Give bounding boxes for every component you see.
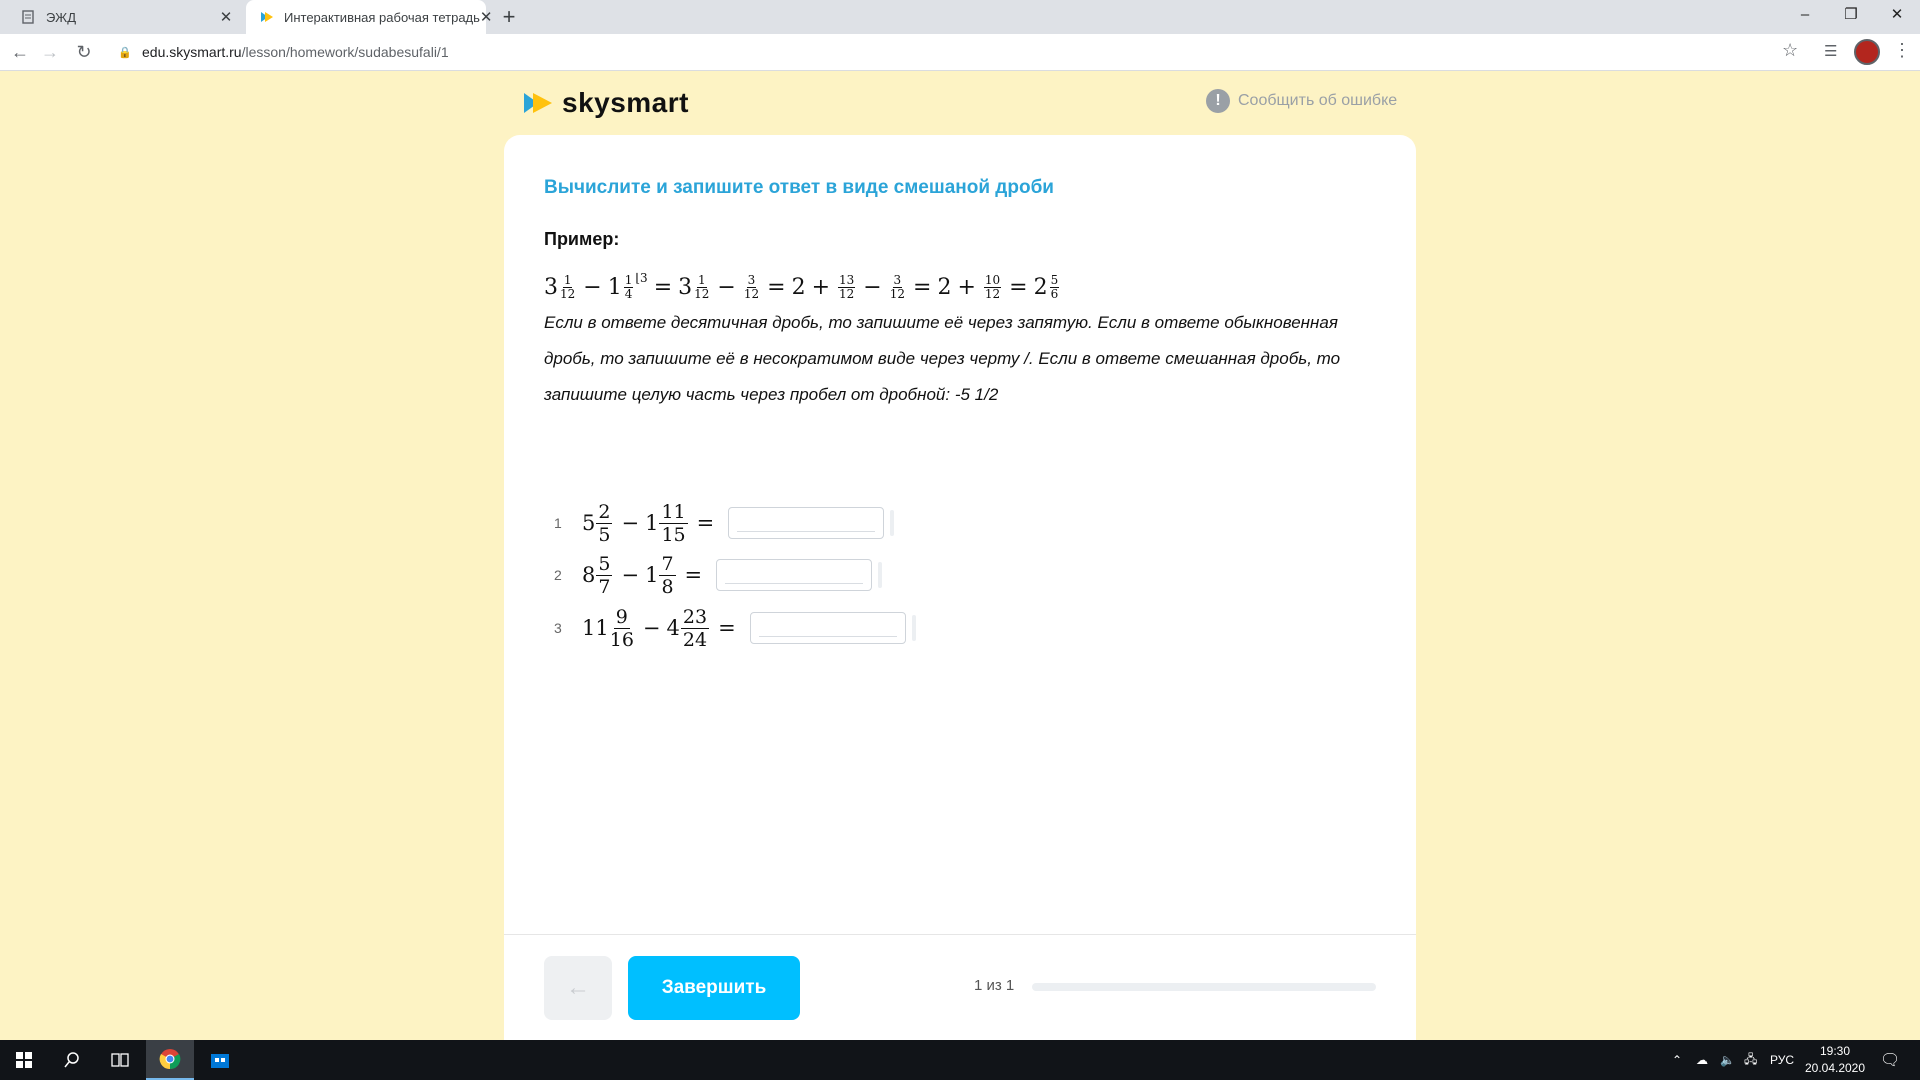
reload-icon[interactable]: ↻ xyxy=(76,42,92,62)
denominator: 8 xyxy=(661,575,674,598)
example-fraction xyxy=(560,274,575,301)
answer-status-indicator xyxy=(912,615,916,641)
fraction xyxy=(610,606,634,651)
example-denominator: 12 xyxy=(743,286,760,301)
example-superscript: ⌊3 xyxy=(635,271,648,285)
numerator: 7 xyxy=(661,552,674,575)
example-denominator: 12 xyxy=(839,286,855,301)
example-whole: 2 xyxy=(1033,274,1048,300)
report-error-link[interactable] xyxy=(1206,89,1397,113)
url-path: /lesson/homework/sudabesufali/1 xyxy=(241,44,449,60)
example-whole: 2 xyxy=(791,274,806,300)
equals-sign: = xyxy=(767,274,786,300)
task-title: Вычислите и запишите ответ в виде смешаной дроби xyxy=(544,177,1054,198)
close-icon[interactable]: ✕ xyxy=(219,9,233,26)
equals-sign: = xyxy=(653,274,673,300)
finish-button[interactable]: Завершить xyxy=(628,956,800,1020)
bookmark-star-icon[interactable]: ☆ xyxy=(1782,40,1799,60)
example-numerator: 1 xyxy=(563,272,572,287)
minus-sign: − xyxy=(621,511,640,535)
numerator: 2 xyxy=(598,500,611,523)
exercise-row xyxy=(554,497,894,549)
example-denominator: 12 xyxy=(984,286,1001,301)
document-icon xyxy=(20,9,36,25)
numerator: 5 xyxy=(598,552,611,575)
minus-sign: − xyxy=(863,274,882,300)
example-denominator: 12 xyxy=(694,286,710,301)
browser-tab-bar xyxy=(0,0,1920,34)
profile-avatar[interactable] xyxy=(1854,39,1880,65)
minus-sign: − xyxy=(717,274,736,300)
example-whole: 3 xyxy=(678,274,693,300)
whole-part: 11 xyxy=(582,616,609,640)
answer-underline xyxy=(737,531,875,532)
minus-sign: − xyxy=(621,563,640,587)
exercise-row xyxy=(554,602,916,654)
numerator: 11 xyxy=(661,500,686,523)
answer-input[interactable] xyxy=(728,507,884,539)
clock-time: 19:30 xyxy=(1819,1044,1851,1058)
minus-sign: − xyxy=(583,274,602,300)
search-icon[interactable] xyxy=(48,1040,96,1080)
denominator: 5 xyxy=(598,523,611,546)
whole-part: 1 xyxy=(645,563,659,587)
onedrive-icon[interactable]: ☁ xyxy=(1696,1053,1708,1067)
example-fraction xyxy=(694,274,709,301)
answer-status-indicator xyxy=(890,510,894,536)
close-window-button[interactable]: ✕ xyxy=(1890,6,1904,23)
fraction xyxy=(596,553,612,598)
example-numerator: 1 xyxy=(697,272,706,287)
system-clock[interactable] xyxy=(1800,1043,1870,1077)
example-whole: 2 xyxy=(937,274,952,300)
clock-date: 20.04.2020 xyxy=(1804,1061,1866,1075)
url-host: edu.skysmart.ru xyxy=(142,44,242,60)
example-denominator: 12 xyxy=(889,286,905,301)
menu-icon[interactable]: ⋮ xyxy=(1893,40,1911,60)
whole-part: 1 xyxy=(645,511,659,535)
tab-title: ЭЖД xyxy=(46,9,76,25)
equals-sign: = xyxy=(1009,274,1028,300)
instructions-text: Если в ответе десятичная дробь, то запишите её через запятую. Если в ответе обыкновенная дробь, то запишите её в несократимом виде через черту /. Если в ответе смешанная дробь, то запишите целую часть через пробел от дробной: -5 1/2 xyxy=(544,313,1341,404)
answer-input[interactable] xyxy=(716,559,872,591)
fraction xyxy=(681,606,709,651)
example-fraction xyxy=(744,274,759,301)
fraction xyxy=(659,501,687,546)
back-button[interactable]: ← xyxy=(544,956,612,1020)
example-numerator: 10 xyxy=(984,272,1001,287)
exercise-number: 1 xyxy=(554,515,562,531)
answer-underline xyxy=(759,636,897,637)
denominator: 16 xyxy=(609,628,634,651)
reading-list-icon[interactable]: ☰ xyxy=(1824,43,1838,60)
report-error-label: Сообщить об ошибке xyxy=(1238,92,1398,109)
equals-sign: = xyxy=(684,563,703,587)
whole-part: 4 xyxy=(666,616,680,640)
windows-taskbar xyxy=(0,1040,1920,1080)
page-content xyxy=(0,71,1920,1040)
example-denominator: 12 xyxy=(560,286,576,301)
numerator: 23 xyxy=(682,605,708,628)
example-fraction xyxy=(624,274,634,301)
tray-chevron-icon[interactable]: ⌃ xyxy=(1672,1053,1683,1067)
numerator: 9 xyxy=(615,605,628,628)
exercise-number: 3 xyxy=(554,620,562,636)
equals-sign: = xyxy=(718,616,736,640)
example-fraction xyxy=(890,274,905,301)
new-tab-button[interactable]: + xyxy=(502,4,516,29)
exclamation-icon: ! xyxy=(1206,89,1230,113)
windows-start-icon[interactable] xyxy=(0,1040,48,1080)
example-whole: 1 xyxy=(607,274,622,300)
example-numerator: 1 xyxy=(624,272,633,287)
chrome-taskbar-icon[interactable] xyxy=(146,1040,194,1080)
answer-status-indicator xyxy=(878,562,882,588)
example-label: Пример: xyxy=(544,229,620,249)
plus-sign: + xyxy=(811,274,830,300)
denominator: 15 xyxy=(661,523,686,546)
plus-sign: + xyxy=(957,274,976,300)
answer-input[interactable] xyxy=(750,612,906,644)
notifications-icon[interactable]: 🗨 xyxy=(1880,1052,1901,1069)
minus-sign: − xyxy=(642,616,661,640)
example-formula xyxy=(544,267,1061,307)
example-fraction xyxy=(838,274,855,301)
exercise-row xyxy=(554,549,882,601)
skysmart-logo-icon xyxy=(522,90,554,116)
task-card xyxy=(504,135,1416,1040)
example-fraction xyxy=(1050,274,1060,301)
example-numerator: 13 xyxy=(839,272,855,287)
lock-icon: 🔒 xyxy=(118,46,132,59)
store-taskbar-icon[interactable] xyxy=(196,1040,244,1080)
minimize-button[interactable]: – xyxy=(1800,6,1810,23)
fraction xyxy=(596,501,612,546)
fraction xyxy=(659,553,675,598)
maximize-button[interactable]: ❐ xyxy=(1844,6,1858,23)
close-icon[interactable]: ✕ xyxy=(479,9,493,26)
back-arrow-icon[interactable]: ← xyxy=(11,42,29,62)
skysmart-logo[interactable] xyxy=(522,87,689,119)
url-text xyxy=(142,44,449,60)
example-denominator: 4 xyxy=(624,286,633,301)
logo-text: skysmart xyxy=(562,87,689,118)
example-denominator: 6 xyxy=(1050,286,1059,301)
exercise-number: 2 xyxy=(554,567,562,583)
browser-toolbar xyxy=(0,34,1920,71)
tab-workbook[interactable] xyxy=(246,0,493,34)
progress-label: 1 из 1 xyxy=(974,977,1015,994)
example-numerator: 3 xyxy=(747,272,756,287)
equals-sign: = xyxy=(913,274,932,300)
equals-sign: = xyxy=(696,511,715,535)
denominator: 24 xyxy=(682,628,708,651)
whole-part: 8 xyxy=(582,563,596,587)
tab-ezhd[interactable] xyxy=(0,0,246,34)
network-icon[interactable]: 🖧 xyxy=(1744,1051,1758,1066)
language-indicator[interactable]: РУС xyxy=(1770,1053,1795,1067)
footer-divider xyxy=(504,934,1416,935)
forward-arrow-icon[interactable]: → xyxy=(41,42,59,62)
volume-icon[interactable]: 🔈 xyxy=(1720,1053,1735,1067)
example-fraction xyxy=(984,274,1001,301)
progress-bar xyxy=(1032,983,1376,991)
task-view-icon[interactable] xyxy=(96,1040,144,1080)
example-numerator: 5 xyxy=(1050,272,1059,287)
denominator: 7 xyxy=(598,575,611,598)
example-numerator: 3 xyxy=(893,272,902,287)
example-whole: 3 xyxy=(544,274,558,300)
whole-part: 5 xyxy=(582,511,596,535)
answer-underline xyxy=(725,583,863,584)
address-bar[interactable] xyxy=(110,39,1790,65)
tab-title: Интерактивная рабочая тетрадь xyxy=(284,9,480,25)
skysmart-favicon-icon xyxy=(260,9,274,25)
